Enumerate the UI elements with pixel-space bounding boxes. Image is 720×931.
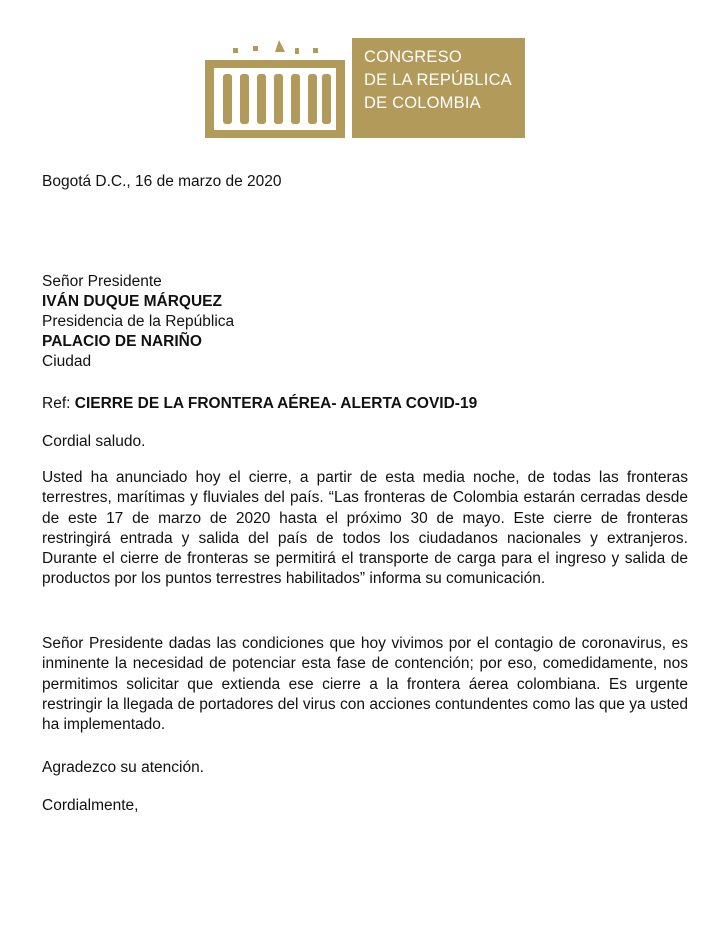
reference-line <box>42 394 477 414</box>
greeting: Cordial saludo. <box>42 433 146 450</box>
recipient-city: Ciudad <box>42 353 92 370</box>
logo-line-3: DE COLOMBIA <box>364 94 481 112</box>
letter-date: Bogotá D.C., 16 de marzo de 2020 <box>42 173 282 190</box>
recipient-name: IVÁN DUQUE MÁRQUEZ <box>42 293 222 310</box>
thanks-line: Agradezco su atención. <box>42 759 204 776</box>
reference-label: Ref: <box>42 395 71 412</box>
logo-line-2: DE LA REPÚBLICA <box>364 71 512 89</box>
logo-line-1: CONGRESO <box>364 48 462 66</box>
body-paragraph-2: Señor Presidente dadas las condiciones que hoy vivimos por el contagio de coronavirus, es inminente la necesidad de potenciar esta fase de contención; por eso, comedidamente, nos permitimos solicitar que extienda ese cierre a la frontera áerea colombiana. Es urgente restringir la llegada de portadores del virus con acciones contundentes como las que ya usted ha implementado. <box>42 635 688 734</box>
recipient-palace: PALACIO DE NARIÑO <box>42 333 202 350</box>
reference-subject: CIERRE DE LA FRONTERA AÉREA- ALERTA COVID-19 <box>74 395 478 412</box>
body-paragraph-1: Usted ha anunciado hoy el cierre, a partir de esta media noche, de todas las fronteras terrestres, marítimas y fluviales del país. “Las fronteras de Colombia estarán cerradas desde de este 17 de marzo de 2020 hasta el próximo 30 de mayo. Este cierre de fronteras restringirá entrada y salida del país de todos los ciudadanos nacionales y extranjeros. Durante el cierre de fronteras se permitirá el transporte de carga para el ingreso y salida de productos por los puntos terrestres habilitados” informa su comunicación. <box>42 469 688 588</box>
recipient-office: Presidencia de la República <box>42 313 235 330</box>
closing-line: Cordialmente, <box>42 797 139 814</box>
congreso-wordmark <box>352 38 525 138</box>
congreso-logo <box>205 38 525 138</box>
recipient-title: Señor Presidente <box>42 273 162 290</box>
capitol-building-icon <box>205 38 345 138</box>
